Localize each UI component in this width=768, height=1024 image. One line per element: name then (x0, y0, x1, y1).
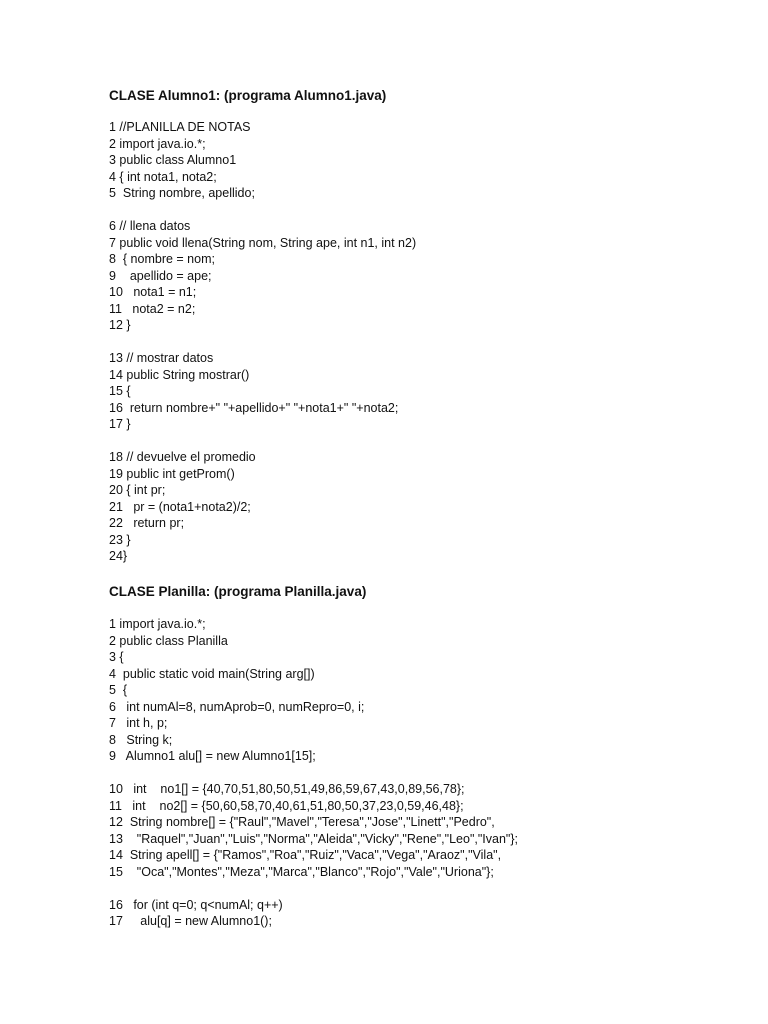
code-line: 22 return pr; (109, 516, 185, 530)
section-title-alumno1: CLASE Alumno1: (programa Alumno1.java) (109, 88, 387, 103)
blank-line (109, 880, 518, 897)
code-line: 21 pr = (nota1+nota2)/2; (109, 499, 251, 514)
code-line: 16 return nombre+" "+apellido+" "+nota1+" "+nota2; (109, 400, 399, 415)
code-line: 15 "Oca","Montes","Meza","Marca","Blanco","Rojo","Vale","Uriona"}; (109, 864, 494, 879)
code-line: 23 } (109, 532, 131, 547)
code-line: 11 nota2 = n2; (109, 301, 196, 316)
code-line: 2 import java.io.*; (109, 136, 206, 151)
code-line: 2 public class Planilla (109, 633, 228, 648)
code-line: 13 // mostrar datos (109, 351, 214, 365)
code-line: 14 String apell[] = {"Ramos","Roa","Ruiz","Vaca","Vega","Araoz","Vila", (109, 848, 502, 862)
code-listing-alumno1 (109, 119, 416, 565)
code-line: 19 public int getProm() (109, 466, 235, 481)
code-line: 20 { int pr; (109, 483, 166, 497)
code-line: 16 for (int q=0; q<numAl; q++) (109, 897, 283, 912)
blank-line (109, 202, 416, 219)
code-line: 7 int h, p; (109, 716, 168, 730)
code-line: 24} (109, 549, 128, 563)
code-line: 10 int no1[] = {40,70,51,80,50,51,49,86,59,67,43,0,89,56,78}; (109, 782, 465, 796)
code-line: 7 public void llena(String nom, String ape, int n1, int n2) (109, 235, 417, 250)
blank-line (109, 765, 518, 782)
code-line: 1 import java.io.*; (109, 617, 206, 631)
code-line: 5 String nombre, apellido; (109, 186, 255, 200)
code-line: 1 //PLANILLA DE NOTAS (109, 120, 251, 134)
code-line: 8 { nombre = nom; (109, 252, 215, 266)
blank-line (109, 433, 416, 450)
code-line: 18 // devuelve el promedio (109, 450, 256, 464)
code-line: 11 int no2[] = {50,60,58,70,40,61,51,80,50,37,23,0,59,46,48}; (109, 798, 464, 813)
code-line: 3 { (109, 650, 124, 664)
code-line: 6 // llena datos (109, 219, 191, 233)
code-line: 14 public String mostrar() (109, 367, 250, 382)
code-line: 17 } (109, 417, 131, 431)
code-line: 8 String k; (109, 732, 173, 747)
code-line: 9 Alumno1 alu[] = new Alumno1[15]; (109, 749, 316, 763)
code-line: 13 "Raquel","Juan","Luis","Norma","Aleida","Vicky","Rene","Leo","Ivan"}; (109, 831, 519, 846)
section-title-planilla: CLASE Planilla: (programa Planilla.java) (109, 584, 367, 599)
code-line: 9 apellido = ape; (109, 268, 212, 283)
code-line: 12 } (109, 318, 131, 332)
code-line: 12 String nombre[] = {"Raul","Mavel","Teresa","Jose","Linett","Pedro", (109, 815, 495, 829)
code-line: 3 public class Alumno1 (109, 153, 237, 167)
code-line: 10 nota1 = n1; (109, 285, 197, 299)
code-line: 17 alu[q] = new Alumno1(); (109, 914, 272, 928)
code-line: 6 int numAl=8, numAprob=0, numRepro=0, i; (109, 699, 365, 714)
code-line: 15 { (109, 384, 131, 398)
blank-line (109, 334, 416, 351)
code-listing-planilla (109, 616, 518, 930)
code-line: 5 { (109, 683, 128, 697)
code-line: 4 { int nota1, nota2; (109, 169, 217, 184)
code-line: 4 public static void main(String arg[]) (109, 666, 315, 681)
